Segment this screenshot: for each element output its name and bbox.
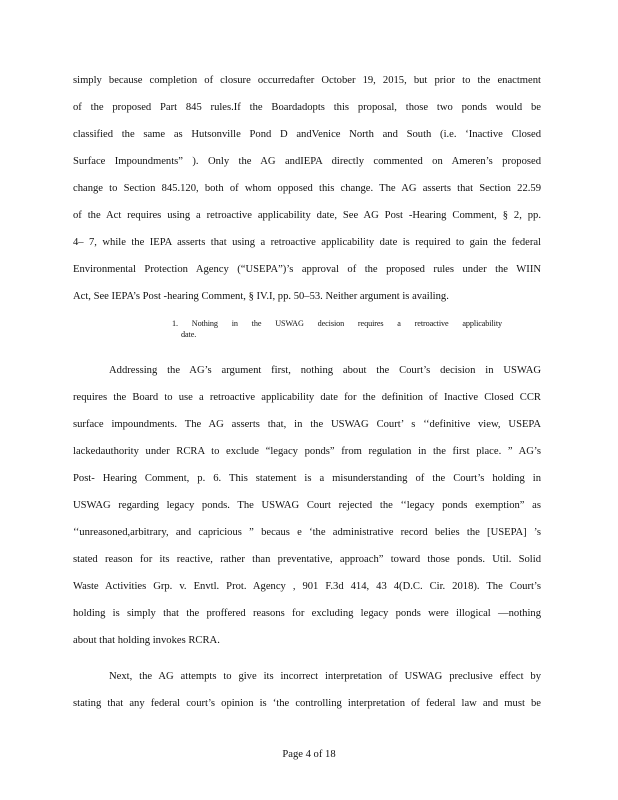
body-line-17: stated reason for its reactive, rather than preventative, approach” toward those ponds. Util. Solid bbox=[73, 554, 541, 565]
body-line-16: ‘‘unreasoned,arbitrary, and capricious ” becaus e ‘the administrative record belies the [USEPA] ’s bbox=[73, 527, 541, 538]
page-number-footer: Page 4 of 18 bbox=[282, 749, 336, 760]
body-line-2: of the proposed Part 845 rules.If the Boardadopts this proposal, those two ponds would be bbox=[73, 102, 541, 113]
body-line-18: Waste Activities Grp. v. Envtl. Prot. Agency , 901 F.3d 414, 43 4(D.C. Cir. 2018). The Court’s bbox=[73, 581, 541, 592]
body-line-9: Act, See IEPA’s Post -hearing Comment, § IV.I, pp. 50–53. Neither argument is availing. bbox=[73, 291, 449, 302]
body-line-4: Surface Impoundments” ). Only the AG andIEPA directly commented on Ameren’s proposed bbox=[73, 156, 541, 167]
body-line-10: Addressing the AG’s argument first, nothing about the Court’s decision in USWAG bbox=[109, 365, 541, 376]
body-line-14: Post- Hearing Comment, p. 6. This statement is a misunderstanding of the Court’s holding in bbox=[73, 473, 541, 484]
section-heading bbox=[172, 318, 502, 340]
body-line-6: of the Act requires using a retroactive applicability date, See AG Post -Hearing Comment, § 2, pp. bbox=[73, 210, 541, 221]
body-line-7: 4– 7, while the IEPA asserts that using a retroactive applicability date is required to gain the federal bbox=[73, 237, 541, 248]
body-line-11: requires the Board to use a retroactive applicability date for the definition of Inactive Closed CCR bbox=[73, 392, 541, 403]
body-line-12: surface impoundments. The AG asserts that, in the USWAG Court’ s ‘‘definitive view, USEPA bbox=[73, 419, 541, 430]
body-line-8: Environmental Protection Agency (“USEPA”)’s approval of the proposed rules under the WIIN bbox=[73, 264, 541, 275]
body-line-5: change to Section 845.120, both of whom opposed this change. The AG asserts that Section 22.59 bbox=[73, 183, 541, 194]
body-line-3: classified the same as Hutsonville Pond D andVenice North and South (i.e. ‘Inactive Closed bbox=[73, 129, 541, 140]
body-line-15: USWAG regarding legacy ponds. The USWAG Court rejected the ‘‘legacy ponds exemption” as bbox=[73, 500, 541, 511]
body-line-19: holding is simply that the proffered reasons for excluding legacy ponds were illogical —nothing bbox=[73, 608, 541, 619]
body-line-20: about that holding invokes RCRA. bbox=[73, 635, 220, 646]
section-heading-line-1: 1. Nothing in the USWAG decision requires a retroactive applicability bbox=[172, 319, 502, 328]
body-line-1: simply because completion of closure occurredafter October 19, 2015, but prior to the enactment bbox=[73, 75, 541, 86]
body-line-21: Next, the AG attempts to give its incorrect interpretation of USWAG preclusive effect by bbox=[109, 671, 541, 682]
section-heading-line-2: date. bbox=[181, 330, 197, 339]
body-line-22: stating that any federal court’s opinion is ‘the controlling interpretation of federal law and must be bbox=[73, 698, 541, 709]
body-line-13: lackedauthority under RCRA to exclude “legacy ponds” from regulation in the first place. ” AG’s bbox=[73, 446, 541, 457]
